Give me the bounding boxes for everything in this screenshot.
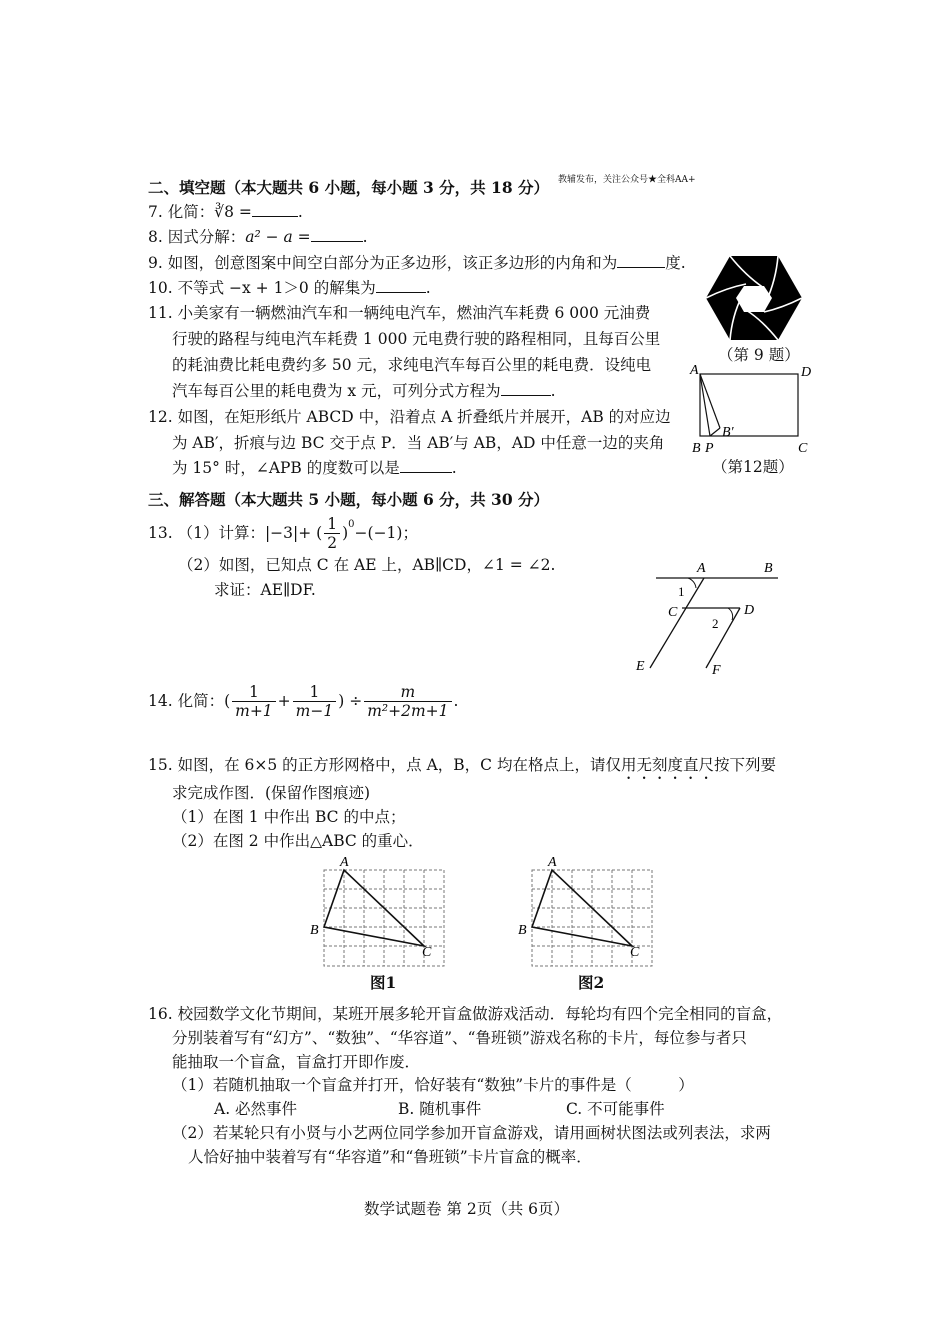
figure-grid-2 [514,852,664,972]
q7-expression: ∛8 = [214,203,252,221]
figure-grid-1 [306,852,456,972]
question-12-line-2: 为 AB′，折痕与边 BC 交于点 P．当 AB′与 AB，AD 中任意一边的夹角 [172,434,665,452]
q15-emphasis: 用无刻度直尺 [620,756,714,774]
q7-prefix: 7. 化简： [148,203,215,221]
question-13-part-2-line-2: 求证：AE∥DF. [214,581,316,599]
fig13-angle-1: 1 [678,584,685,599]
fig13-angle-2: 2 [712,616,719,631]
grid1-label-C: C [422,945,432,960]
section-2-title: 二、填空题（本大题共 6 小题，每小题 3 分，共 18 分） [148,178,550,197]
fig12-label-D: D [801,365,812,380]
q10-answer-blank[interactable] [376,277,426,293]
question-12-line-1: 12. 如图，在矩形纸片 ABCD 中，沿着点 A 折叠纸片并展开，AB 的对应边 [148,408,671,426]
question-16-line-3: 能抽取一个盲盒，盲盒打开即作废． [172,1053,421,1071]
question-16-part-2-line-2: 人恰好抽中装着写有“华容道”和“鲁班锁”卡片盲盒的概率． [188,1148,592,1166]
figure-12-rectangle [688,360,818,456]
q13-plus: + ( [298,524,323,542]
q14-f2-denominator: m−1 [295,701,334,720]
q10-text: 10. 不等式 −x + 1＞0 的解集为 [148,279,376,297]
q13-close-paren: ) [342,524,349,542]
question-14 [148,680,458,722]
q9-suffix: 度. [665,254,686,272]
q11-line-4-text: 汽车每百公里的耗电费为 x 元，可列分式方程为 [172,382,501,400]
fig12-label-Bprime: B′ [722,425,734,440]
q13-p1-prefix: 13. （1）计算： [148,524,265,542]
q14-f1-numerator: 1 [232,683,276,702]
q8-prefix: 8. 因式分解： [148,228,246,246]
q15-line-1-part-b: 按下列要 [713,756,776,774]
q14-f3-numerator: m [364,683,451,702]
watermark: 教辅发布，关注公众号★全科AA+ [558,175,696,185]
grid1-label-B: B [310,923,319,938]
question-12-line-3 [172,457,457,479]
question-15-part-2: （2）在图 2 中作出△ABC 的重心． [172,832,424,850]
q15-line-1-part-a: 15. 如图，在 6×5 的正方形网格中，点 A，B，C 均在格点上，请仅 [148,756,621,774]
q14-fraction-2 [293,683,337,720]
grid2-label-C: C [630,945,640,960]
q12-line-3-text: 为 15° 时，∠APB 的度数可以是 [172,459,400,477]
fig13-label-A: A [697,561,706,576]
q14-f3-denominator: m²+2m+1 [367,701,449,720]
q14-end: . [453,692,459,710]
q16-option-c[interactable]: C. 不可能事件 [566,1100,665,1118]
grid2-label-A: A [548,855,557,870]
q11-suffix: . [550,382,556,400]
figure-9-caption: （第 9 题） [718,346,800,364]
q13-abs-value: |−3| [264,524,299,542]
q9-answer-blank[interactable] [617,252,665,268]
q11-answer-blank[interactable] [501,380,551,396]
grid1-label-A: A [340,855,349,870]
question-8: 8. 因式分解：a² − a = . [148,228,368,246]
q14-plus: + [277,692,291,710]
figure-9-hexagon [706,254,802,342]
fig13-label-B: B [764,561,773,576]
page-footer: 数学试题卷 第 2页（共 6页） [364,1200,570,1218]
q13-fraction-denominator: 2 [327,533,338,552]
q13-fraction [324,515,340,552]
fig12-label-A: A [690,363,699,378]
fig13-label-C: C [668,605,678,620]
q14-f1-denominator: m+1 [235,701,273,720]
q16-option-b[interactable]: B. 随机事件 [398,1100,482,1118]
q8-answer-blank[interactable] [311,226,363,242]
question-11-line-4 [172,380,556,402]
question-9 [148,252,686,274]
question-16-line-1: 16. 校园数学文化节期间，某班开展多轮开盲盒做游戏活动．每轮均有四个完全相同的盲盒， [148,1005,783,1023]
question-15-part-1: （1）在图 1 中作出 BC 的中点； [172,808,406,826]
fig13-label-F: F [712,663,721,678]
q12-answer-blank[interactable] [400,457,452,473]
question-11-line-3: 的耗油费比耗电费约多 50 元，求纯电汽车每百公里的耗电费．设纯电 [172,356,652,374]
fig13-label-D: D [744,603,755,618]
question-13-part-1 [148,513,418,553]
fig12-label-P: P [705,441,714,456]
question-10 [148,277,431,299]
q14-fraction-3 [364,683,451,720]
q12-suffix: . [451,459,457,477]
q14-divide: ) ÷ [338,692,363,710]
figure-13-parallel-lines [630,556,790,680]
q16-option-a[interactable]: A. 必然事件 [214,1100,298,1118]
question-7: 7. 化简：∛8 = . [148,203,303,221]
q13-exponent: 0 [348,519,355,530]
question-11-line-2: 行驶的路程与纯电汽车耗费 1 000 元电费行驶的路程相同，且每百公里 [172,330,661,348]
question-15-line-1 [148,754,776,783]
q14-fraction-1 [232,683,276,720]
question-11-line-1: 11. 小美家有一辆燃油汽车和一辆纯电汽车，燃油汽车耗费 6 000 元油费 [148,304,651,322]
q13-fraction-numerator: 1 [324,515,340,534]
q14-prefix: 14. 化简：( [148,692,231,710]
fig12-label-C: C [798,441,808,456]
grid2-label-B: B [518,923,527,938]
question-16-part-2-line-1: （2）若某轮只有小贤与小艺两位同学参加开盲盒游戏，请用画树状图法或列表法，求两 [172,1124,771,1142]
fig12-label-B: B [692,441,701,456]
q13-tail: −(−1)； [354,524,418,542]
q10-suffix: . [425,279,431,297]
grid-2-caption: 图2 [578,973,605,992]
figure-12-caption: （第12题） [712,458,794,476]
q7-answer-blank[interactable] [252,201,298,217]
grid-1-caption: 图1 [370,973,397,992]
q14-f2-numerator: 1 [293,683,337,702]
question-13-part-2-line-1: （2）如图，已知点 C 在 AE 上，AB∥CD，∠1 = ∠2. [178,556,556,574]
q8-expression: a² − a = [245,228,311,246]
section-3-title: 三、解答题（本大题共 5 小题，每小题 6 分，共 30 分） [148,490,550,509]
question-16-part-1: （1）若随机抽取一个盲盒并打开，恰好装有“数独”卡片的事件是（ ） [172,1076,694,1094]
question-15-line-2: 求完成作图．(保留作图痕迹) [172,784,371,802]
q9-text: 9. 如图，创意图案中间空白部分为正多边形，该正多边形的内角和为 [148,254,618,272]
question-16-line-2: 分别装着写有“幻方”、“数独”、“华容道”、“鲁班锁”游戏名称的卡片，每位参与者只 [172,1029,747,1047]
fig13-label-E: E [636,659,645,674]
